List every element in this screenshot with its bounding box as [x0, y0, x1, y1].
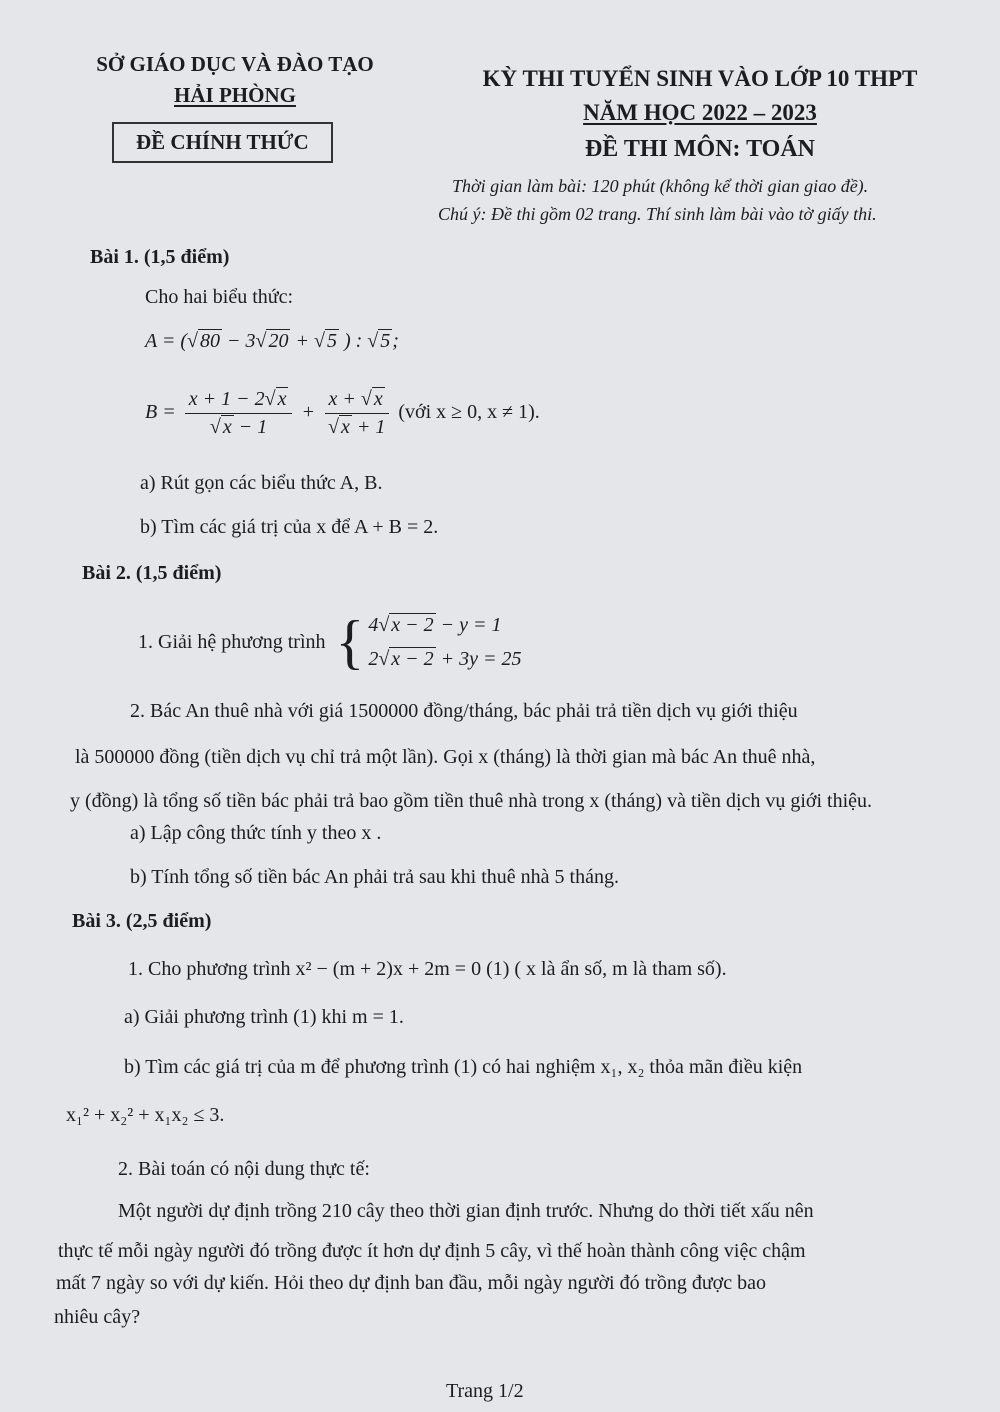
- bai2-q2-line1: 2. Bác An thuê nhà với giá 1500000 đồng/tháng, bác phải trả tiền dịch vụ giới thiệu: [130, 700, 798, 722]
- bai2-part-b: b) Tính tổng số tiền bác An phải trả sau khi thuê nhà 5 tháng.: [130, 866, 619, 888]
- school-year: NĂM HỌC 2022 – 2023: [583, 100, 817, 125]
- expression-b: B = $\frac{x + 1 - 2√ x}{√ x - 1}$ + $\frac{x + √ x}{√ x + 1}$ (với x ≥ 0, x ≠ 1).: [145, 388, 540, 438]
- brace-icon: {: [335, 609, 365, 675]
- bai2-q2-line2: là 500000 đồng (tiền dịch vụ chỉ trả một lần). Gọi x (tháng) là thời gian mà bác An thuê nhà,: [75, 746, 816, 768]
- time-note: Thời gian làm bài: 120 phút (không kể thời gian giao đề).: [452, 176, 869, 196]
- bai3-q1: 1. Cho phương trình x² − (m + 2)x + 2m = 0 (1) ( x là ẩn số, m là tham số).: [128, 958, 727, 980]
- system-line-1: 4√ x − 2 − y = 1: [368, 614, 502, 636]
- bai3-q2-line4: nhiêu cây?: [54, 1306, 141, 1328]
- exam-subject: ĐỀ THI MÔN: TOÁN: [584, 136, 816, 162]
- fraction-2: $\frac{x + √ x}{√ x + 1}$: [324, 388, 389, 439]
- bai1-part-b: b) Tìm các giá trị của x để A + B = 2.: [140, 516, 439, 538]
- bai3-part-b-line1: b) Tìm các giá trị của m để phương trình (1) có hai nghiệm x₁, x₂ thỏa mãn điều kiện: [124, 1056, 803, 1078]
- department-city: HẢI PHÒNG: [174, 83, 296, 107]
- department-name: SỞ GIÁO DỤC VÀ ĐÀO TẠO: [96, 52, 374, 76]
- system-line-2: 2√ x − 2 + 3y = 25: [368, 648, 522, 670]
- exam-title: KỲ THI TUYỂN SINH VÀO LỚP 10 THPT: [482, 66, 918, 91]
- official-exam-label: ĐỀ CHÍNH THỨC: [112, 122, 333, 163]
- bai1-intro: Cho hai biểu thức:: [145, 286, 294, 308]
- expression-a: A = (√ 80 − 3√ 20 + √ 5 ) : √ 5 ;: [145, 330, 399, 352]
- pages-note: Chú ý: Đề thi gồm 02 trang. Thí sinh làm bài vào tờ giấy thi.: [438, 204, 877, 224]
- bai2-heading: Bài 2. (1,5 điểm): [82, 562, 222, 584]
- bai3-q2-line3: mất 7 ngày so với dự kiến. Hỏi theo dự định ban đầu, mỗi ngày người đó trồng được bao: [56, 1272, 766, 1294]
- header-right: [445, 66, 955, 163]
- bai1-heading: Bài 1. (1,5 điểm): [90, 246, 230, 268]
- bai3-q2: 2. Bài toán có nội dung thực tế:: [118, 1158, 370, 1180]
- bai2-q1-label: 1. Giải hệ phương trình: [138, 630, 326, 653]
- bai1-part-a: a) Rút gọn các biểu thức A, B.: [140, 472, 383, 494]
- page-number: Trang 1/2: [446, 1380, 524, 1402]
- bai3-heading: Bài 3. (2,5 điểm): [72, 910, 212, 932]
- bai3-q2-line1: Một người dự định trồng 210 cây theo thời gian định trước. Nhưng do thời tiết xấu nên: [118, 1200, 814, 1222]
- header-left: [85, 52, 385, 108]
- fraction-1: $\frac{x + 1 - 2√ x}{√ x - 1}$: [185, 388, 293, 439]
- bai3-q2-line2: thực tế mỗi ngày người đó trồng được ít hơn dự định 5 cây, vì thế hoàn thành công việc chậm: [58, 1240, 806, 1262]
- bai3-part-a: a) Giải phương trình (1) khi m = 1.: [124, 1006, 404, 1028]
- bai2-part-a: a) Lập công thức tính y theo x .: [130, 822, 382, 844]
- equation-system: [138, 608, 522, 676]
- bai3-part-b-line2: x₁² + x₂² + x₁x₂ ≤ 3.: [66, 1104, 225, 1126]
- domain-condition: (với x ≥ 0, x ≠ 1).: [398, 401, 540, 424]
- bai2-q2-line3: y (đồng) là tổng số tiền bác phải trả bao gồm tiền thuê nhà trong x (tháng) và tiền dịch vụ giới thiệu.: [70, 790, 873, 812]
